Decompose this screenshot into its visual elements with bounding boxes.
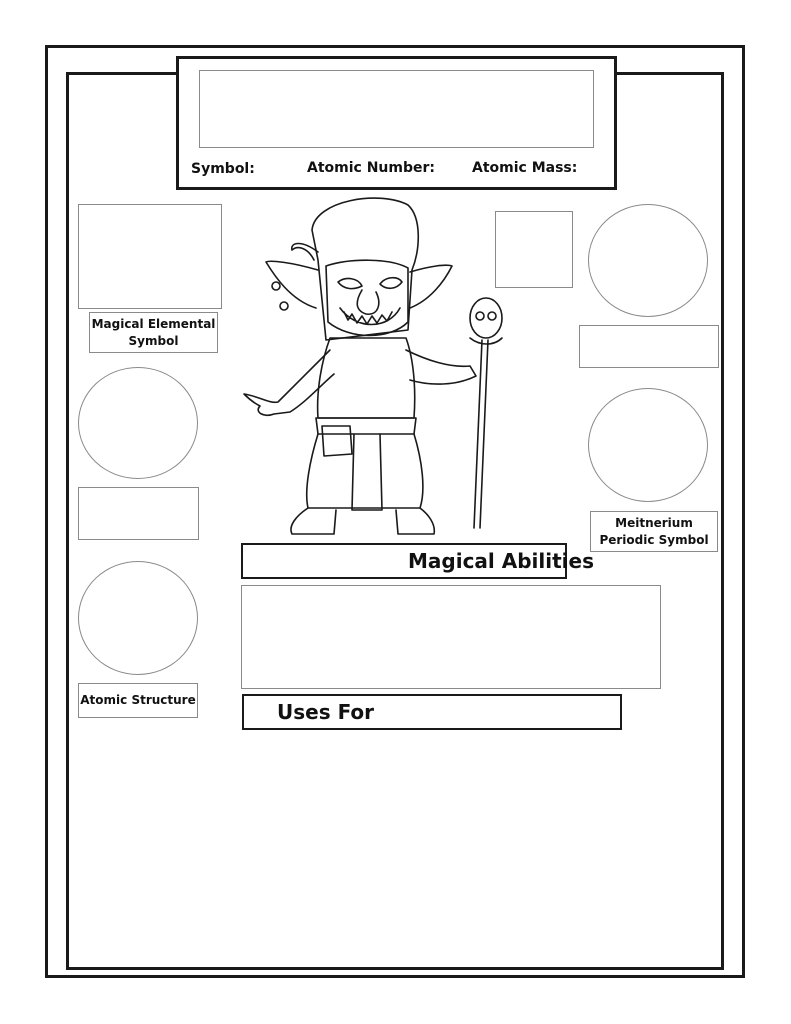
right-eye bbox=[380, 278, 402, 289]
periodic-symbol-circle[interactable] bbox=[588, 388, 708, 502]
left-circle-top[interactable] bbox=[78, 367, 198, 479]
staff-skull bbox=[470, 298, 502, 338]
skull-eye-right bbox=[488, 312, 496, 320]
uses-for-title: Uses For bbox=[277, 700, 375, 724]
atomic-structure-caption: Atomic Structure bbox=[78, 683, 198, 718]
goblin-wizard-illustration bbox=[230, 190, 520, 535]
periodic-symbol-caption: Meitnerium Periodic Symbol bbox=[590, 511, 718, 552]
left-arm bbox=[244, 350, 334, 415]
pouch bbox=[322, 426, 352, 456]
right-ear bbox=[410, 265, 452, 308]
hood-tip bbox=[292, 244, 318, 261]
right-foot bbox=[396, 508, 434, 534]
atomic-mass-label: Atomic Mass: bbox=[472, 160, 578, 176]
torso bbox=[318, 338, 415, 418]
right-arm bbox=[406, 350, 476, 384]
right-text-box[interactable] bbox=[579, 325, 719, 368]
left-eye bbox=[338, 279, 362, 289]
right-circle-top[interactable] bbox=[588, 204, 708, 317]
staff-collar bbox=[470, 338, 502, 344]
robe-skirt bbox=[307, 434, 423, 508]
atomic-number-label: Atomic Number: bbox=[307, 160, 435, 176]
front-panel bbox=[352, 434, 382, 510]
magical-abilities-text-area[interactable] bbox=[241, 585, 661, 689]
magical-abilities-title: Magical Abilities bbox=[408, 549, 594, 573]
left-ear bbox=[266, 261, 318, 308]
atomic-structure-circle[interactable] bbox=[78, 561, 198, 675]
magical-symbol-caption: Magical Elemental Symbol bbox=[89, 312, 218, 353]
grin bbox=[340, 308, 400, 325]
left-foot bbox=[291, 508, 336, 534]
symbol-label: Symbol: bbox=[191, 161, 255, 177]
element-header-box bbox=[176, 56, 617, 190]
staff-shaft bbox=[474, 340, 488, 528]
ear-ring-2 bbox=[280, 302, 288, 310]
uses-for-heading bbox=[242, 694, 622, 730]
ear-ring-1 bbox=[272, 282, 280, 290]
nose bbox=[357, 290, 379, 314]
left-text-box[interactable] bbox=[78, 487, 199, 540]
magical-abilities-heading bbox=[241, 543, 594, 579]
skull-eye-left bbox=[476, 312, 484, 320]
element-name-field[interactable] bbox=[199, 70, 594, 148]
magical-symbol-drawing-box[interactable] bbox=[78, 204, 222, 309]
